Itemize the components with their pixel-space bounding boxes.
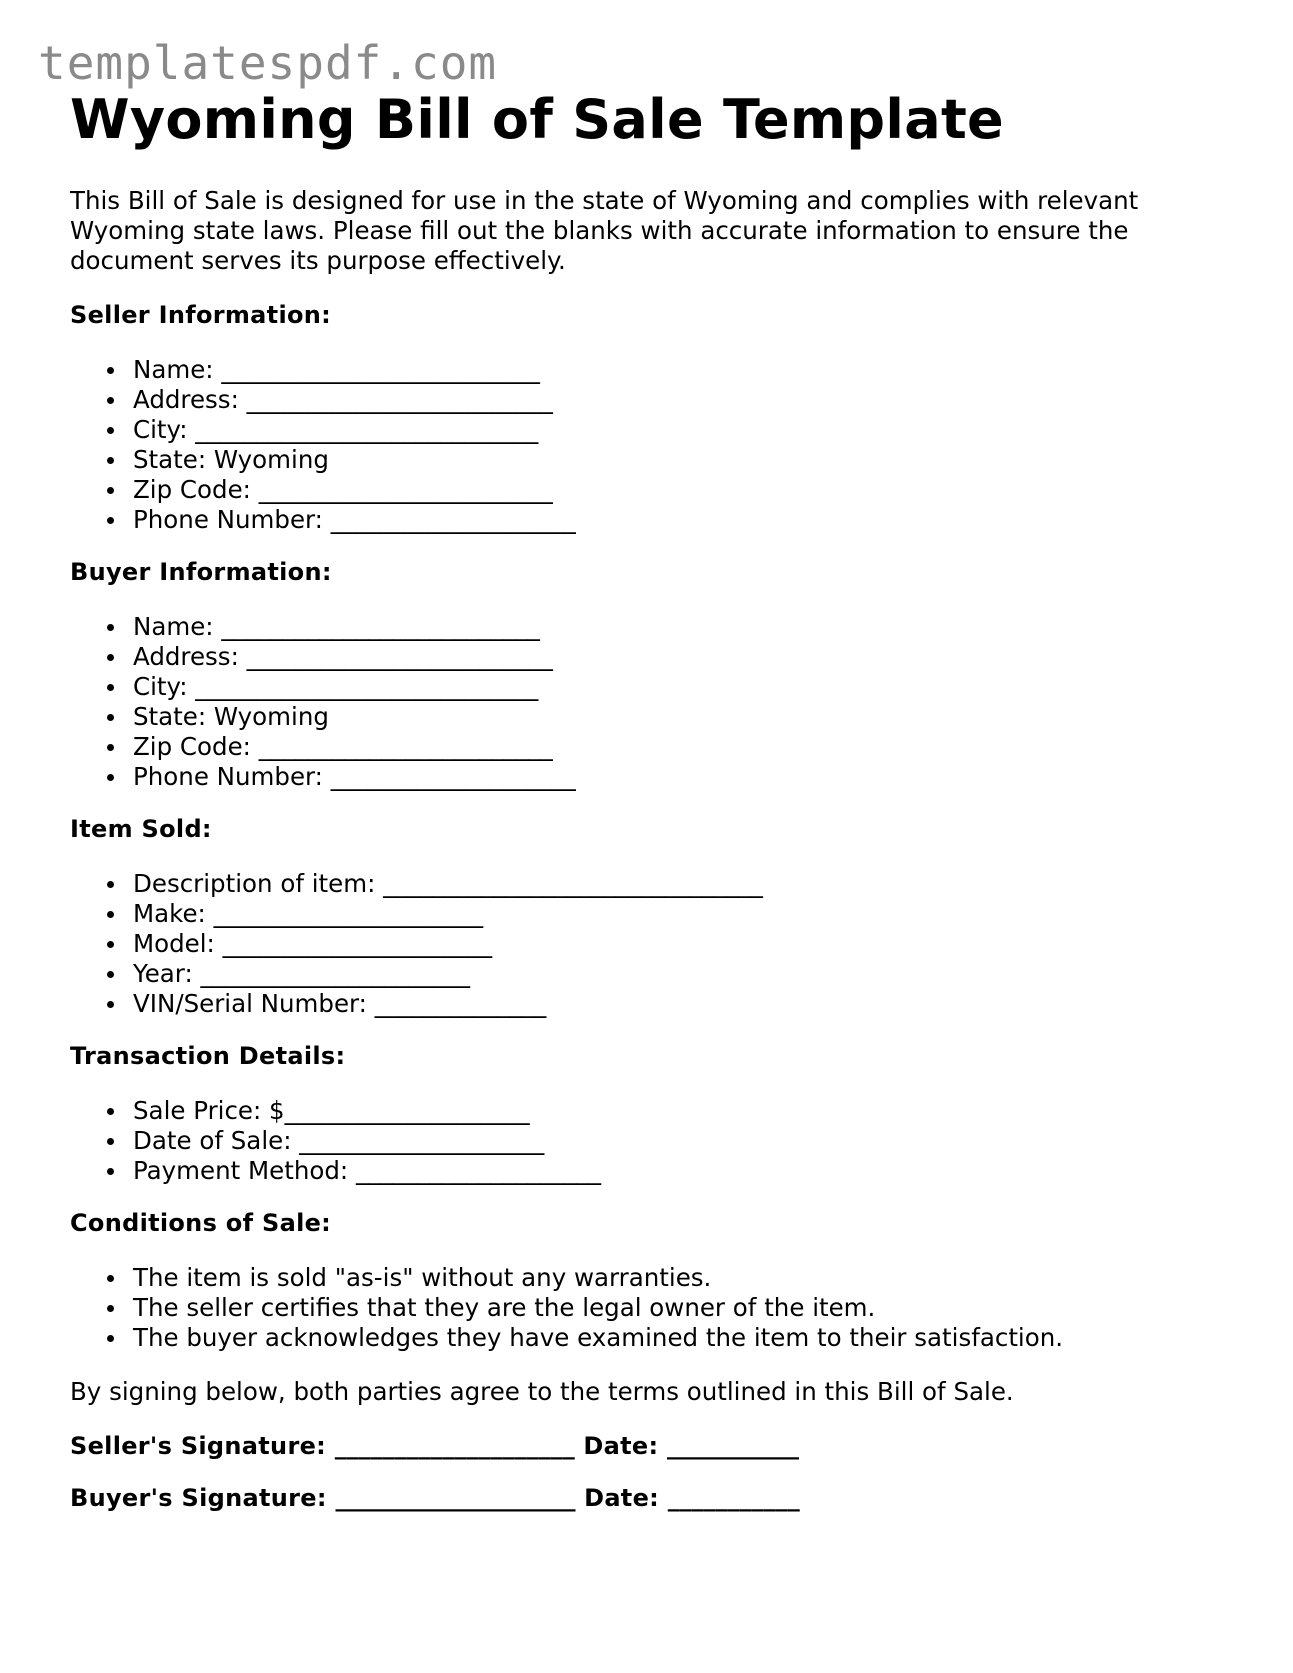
seller-signature-row (70, 1431, 1230, 1461)
buyer-info-heading: Buyer Information: (70, 558, 332, 586)
conditions-heading: Conditions of Sale: (70, 1209, 332, 1237)
seller-date-label: Date: (583, 1432, 659, 1460)
item-description-field[interactable]: Description of item: _______________________________ (70, 869, 1230, 899)
buyer-date-label: Date: (584, 1484, 660, 1512)
buyer-signature-field[interactable]: ____________________ (335, 1484, 576, 1512)
seller-signature-field[interactable]: ____________________ (334, 1432, 575, 1460)
intro-paragraph: This Bill of Sale is designed for use in the state of Wyoming and complies with relevant Wyoming state laws. Please fill out the blanks with accurate information to ensure the document serves its purpose effectively. (70, 186, 1139, 275)
document-body (70, 88, 1230, 1513)
seller-name-field[interactable]: Name: __________________________ (70, 355, 1230, 385)
conditions-list (70, 1263, 1230, 1353)
seller-info-heading: Seller Information: (70, 301, 332, 329)
seller-zip-field[interactable]: Zip Code: ________________________ (70, 475, 1230, 505)
condition-item: The item is sold "as-is" without any warranties. (70, 1263, 1230, 1293)
watermark: templatespdf.com (38, 36, 498, 90)
page-title: Wyoming Bill of Sale Template (70, 88, 1004, 151)
buyer-state-field: State: Wyoming (70, 702, 1230, 732)
sale-date-field[interactable]: Date of Sale: ____________________ (70, 1126, 1230, 1156)
buyer-name-field[interactable]: Name: __________________________ (70, 612, 1230, 642)
buyer-phone-field[interactable]: Phone Number: ____________________ (70, 762, 1230, 792)
item-make-field[interactable]: Make: ______________________ (70, 899, 1230, 929)
sale-price-field[interactable]: Sale Price: $____________________ (70, 1096, 1230, 1126)
item-model-field[interactable]: Model: ______________________ (70, 929, 1230, 959)
buyer-info-list (70, 612, 1230, 792)
buyer-address-field[interactable]: Address: _________________________ (70, 642, 1230, 672)
buyer-date-field[interactable]: ___________ (667, 1484, 800, 1512)
buyer-zip-field[interactable]: Zip Code: ________________________ (70, 732, 1230, 762)
seller-state-field: State: Wyoming (70, 445, 1230, 475)
condition-item: The buyer acknowledges they have examined the item to their satisfaction. (70, 1323, 1230, 1353)
buyer-signature-label: Buyer's Signature: (70, 1484, 327, 1512)
buyer-signature-row (70, 1483, 1230, 1513)
payment-method-field[interactable]: Payment Method: ____________________ (70, 1156, 1230, 1186)
transaction-list (70, 1096, 1230, 1186)
seller-signature-label: Seller's Signature: (70, 1432, 327, 1460)
item-sold-list (70, 869, 1230, 1019)
item-sold-heading: Item Sold: (70, 815, 212, 843)
seller-phone-field[interactable]: Phone Number: ____________________ (70, 505, 1230, 535)
seller-date-field[interactable]: ___________ (667, 1432, 799, 1460)
seller-address-field[interactable]: Address: _________________________ (70, 385, 1230, 415)
condition-item: The seller certifies that they are the legal owner of the item. (70, 1293, 1230, 1323)
seller-city-field[interactable]: City: ____________________________ (70, 415, 1230, 445)
item-year-field[interactable]: Year: ______________________ (70, 959, 1230, 989)
buyer-city-field[interactable]: City: ____________________________ (70, 672, 1230, 702)
transaction-heading: Transaction Details: (70, 1042, 346, 1070)
item-vin-field[interactable]: VIN/Serial Number: ______________ (70, 989, 1230, 1019)
closing-statement: By signing below, both parties agree to the terms outlined in this Bill of Sale. (70, 1377, 1014, 1406)
seller-info-list (70, 355, 1230, 535)
